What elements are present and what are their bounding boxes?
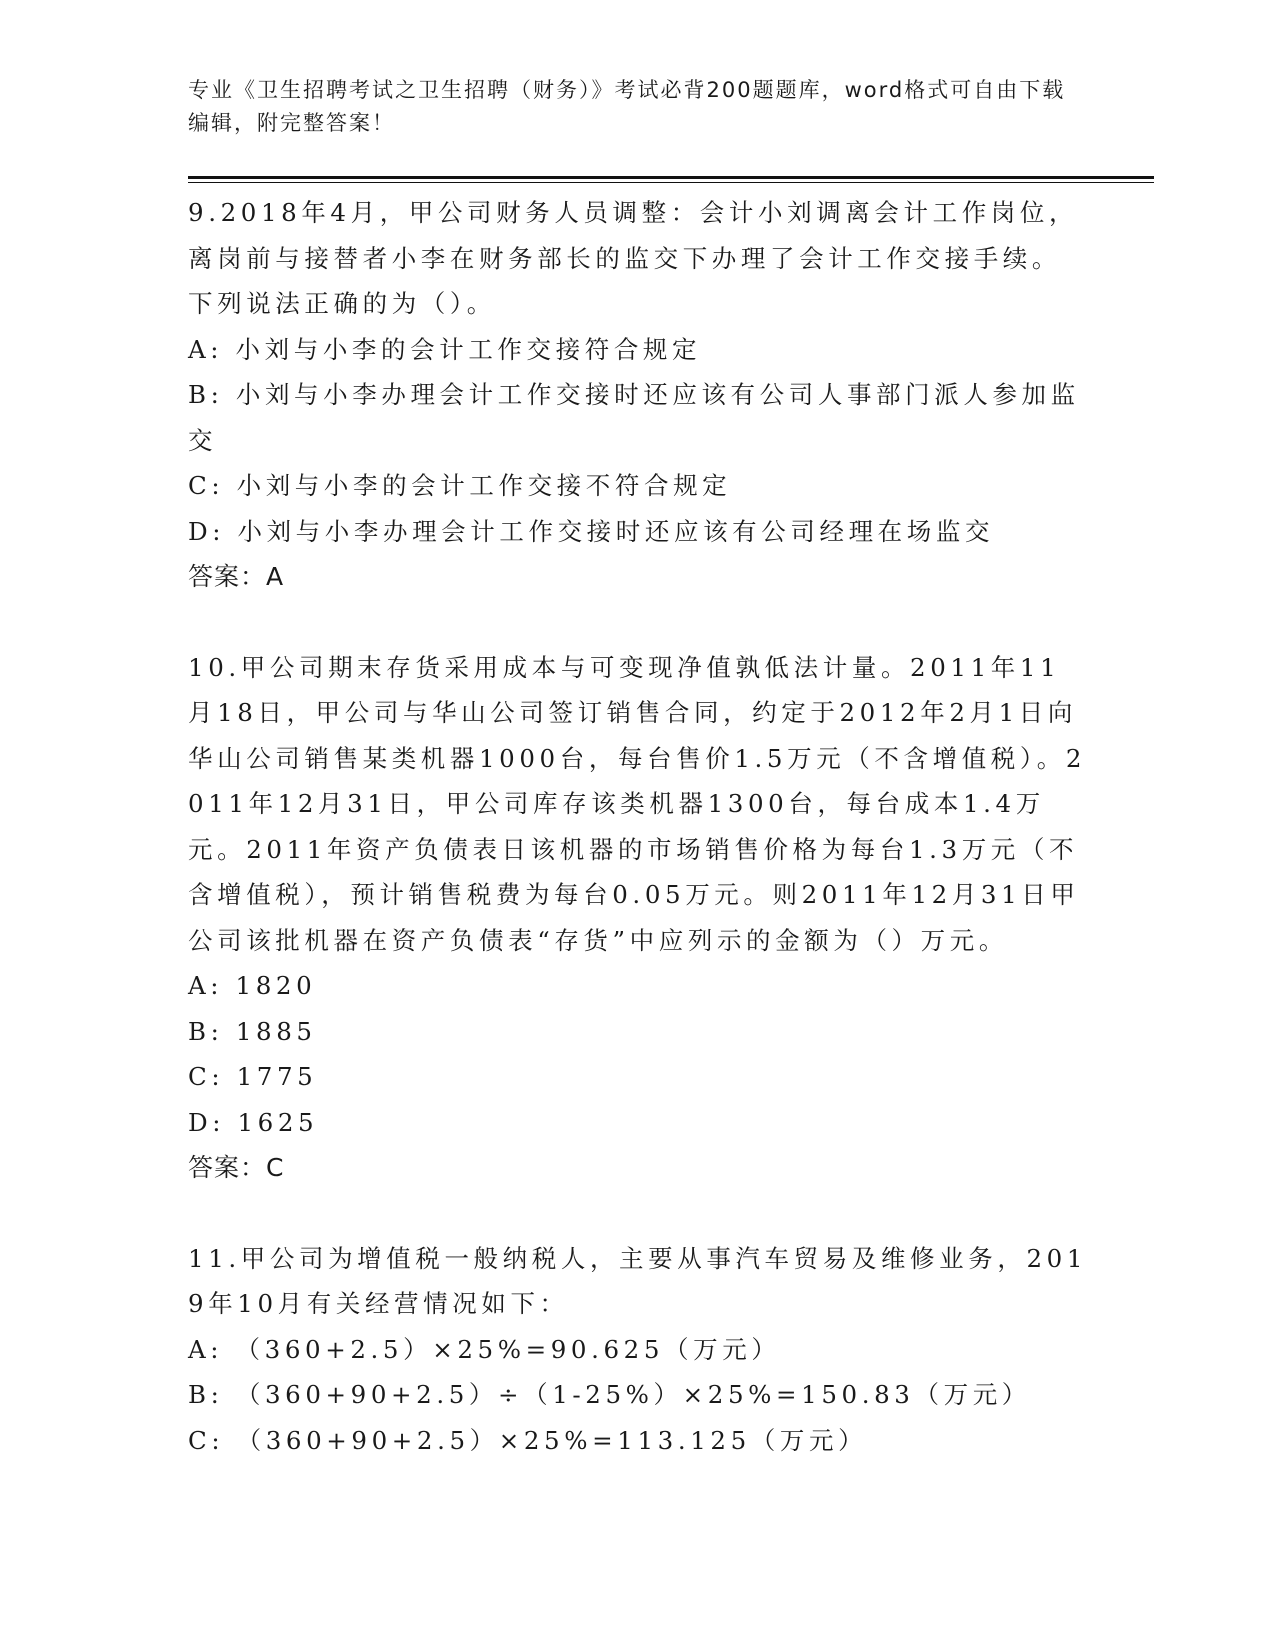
header-divider-thick	[188, 176, 1154, 179]
option-c: C: （360+90+2.5）×25%=113.125（万元）	[188, 1425, 868, 1455]
question-spacer	[188, 1191, 1088, 1236]
answer-line: 答案：C	[188, 1153, 285, 1182]
option-b: B: （360+90+2.5）÷（1-25%）×25%=150.83（万元）	[188, 1380, 1031, 1409]
document-header: 专业《卫生招聘考试之卫生招聘（财务）》考试必背200题题库，word格式可自由下载编辑，附完整答案！	[188, 78, 1066, 135]
question-list	[188, 190, 1088, 1463]
option-d: D: 小刘与小李办理会计工作交接时还应该有公司经理在场监交	[188, 516, 995, 546]
question-stem: 10.甲公司期末存货采用成本与可变现净值孰低法计量。2011年11月18日，甲公司与华山公司签订销售合同，约定于2012年2月1日向华山公司销售某类机器1000台，每台售价1.5万元（不含增值税）。2011年12月31日，甲公司库存该类机器1300台，每台成本1.4万元。2011年资产负债表日该机器的市场销售价格为每台1.3万元（不含增值税），预计销售税费为每台0.05万元。则2011年12月31日甲公司该批机器在资产负债表“存货”中应列示的金额为（）万元。	[188, 652, 1087, 955]
question-9	[188, 190, 1088, 600]
option-a: A: （360+2.5）×25%=90.625（万元）	[188, 1334, 781, 1364]
option-d: D: 1625	[188, 1107, 319, 1137]
option-a: A: 小刘与小李的会计工作交接符合规定	[188, 334, 702, 364]
question-11	[188, 1236, 1088, 1464]
question-stem: 9.2018年4月，甲公司财务人员调整：会计小刘调离会计工作岗位，离岗前与接替者小李在财务部长的监交下办理了会计工作交接手续。下列说法正确的为（）。	[188, 198, 1079, 318]
question-stem: 11.甲公司为增值税一般纳税人，主要从事汽车贸易及维修业务，2019年10月有关经营情况如下：	[188, 1243, 1088, 1318]
header-divider-thin	[188, 182, 1154, 183]
option-c: C: 1775	[188, 1062, 318, 1091]
option-a: A: 1820	[188, 971, 317, 1000]
question-spacer	[188, 600, 1088, 645]
answer-line: 答案：A	[188, 562, 285, 591]
option-b: B: 1885	[188, 1016, 317, 1046]
question-10	[188, 645, 1088, 1191]
option-b: B: 小刘与小李办理会计工作交接时还应该有公司人事部门派人参加监交	[188, 380, 1080, 455]
option-c: C: 小刘与小李的会计工作交接不符合规定	[188, 471, 732, 500]
